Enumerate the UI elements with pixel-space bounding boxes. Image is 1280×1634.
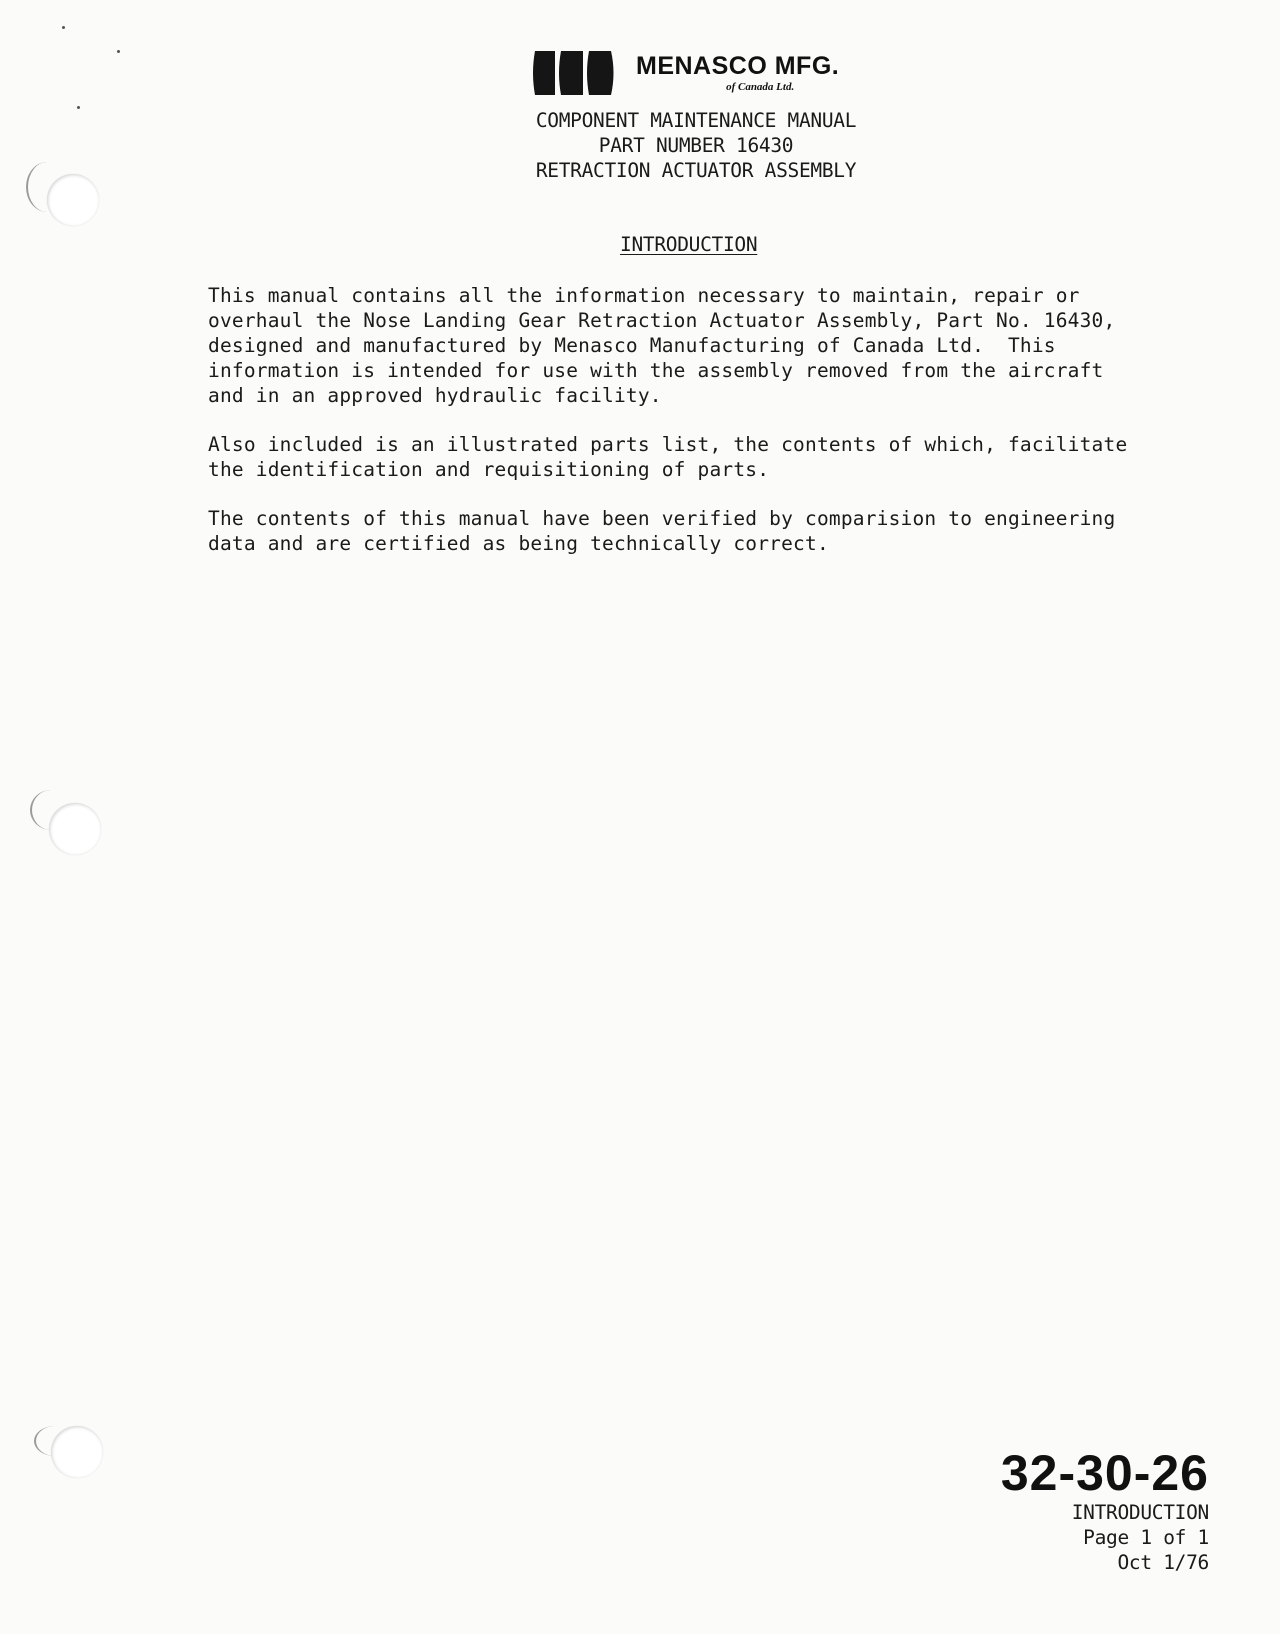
- footer-section: INTRODUCTION: [1071, 1501, 1209, 1524]
- page-number: Page 1 of 1: [1083, 1526, 1209, 1549]
- page-footer: [1001, 1446, 1209, 1575]
- company-subtitle: of Canada Ltd.: [726, 81, 795, 93]
- revision-date: Oct 1/76: [1117, 1551, 1209, 1574]
- paragraph: [208, 432, 1208, 482]
- punch-hole: [51, 1426, 103, 1478]
- text-line: overhaul the Nose Landing Gear Retraction Actuator Assembly, Part No. 16430,: [208, 309, 1116, 332]
- company-name: MENASCO MFG.: [636, 52, 840, 80]
- section-title: INTRODUCTION: [620, 233, 758, 256]
- text-line: the identification and requisitioning of parts.: [208, 458, 770, 481]
- assembly-name: RETRACTION ACTUATOR ASSEMBLY: [535, 159, 857, 182]
- scan-speck: [62, 26, 65, 29]
- text-line: information is intended for use with the assembly removed from the aircraft: [208, 359, 1104, 382]
- paragraph: [208, 283, 1208, 408]
- punch-hole: [49, 803, 101, 855]
- menasco-logo-icon: [531, 49, 616, 97]
- part-number: PART NUMBER 16430: [598, 134, 794, 157]
- text-line: Also included is an illustrated parts list, the contents of which, facilitate: [208, 433, 1128, 456]
- text-line: designed and manufactured by Menasco Manufacturing of Canada Ltd. This: [208, 334, 1056, 357]
- text-line: data and are certified as being technically correct.: [208, 532, 829, 555]
- text-line: and in an approved hydraulic facility.: [208, 384, 662, 407]
- body-text: [208, 283, 1208, 580]
- company-logo: [531, 49, 839, 97]
- scan-speck: [117, 50, 120, 53]
- paragraph: [208, 506, 1208, 556]
- text-line: The contents of this manual have been verified by comparision to engineering: [208, 507, 1116, 530]
- text-line: This manual contains all the information necessary to maintain, repair or: [208, 284, 1080, 307]
- ata-chapter-code: 32-30-26: [1000, 1445, 1209, 1501]
- manual-header: [0, 108, 1280, 183]
- manual-title: COMPONENT MAINTENANCE MANUAL: [535, 109, 857, 132]
